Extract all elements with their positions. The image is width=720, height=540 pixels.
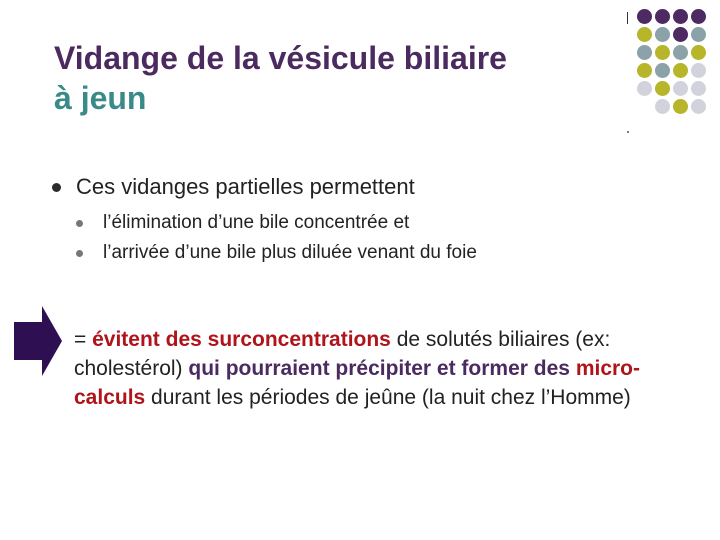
grid-dot	[637, 27, 652, 42]
bullet-item	[52, 172, 692, 202]
sub-bullet-text: l’élimination d’une bile concentrée et	[103, 212, 410, 233]
grid-dot	[655, 45, 670, 60]
grid-dot	[655, 9, 670, 24]
bullet-list	[52, 172, 692, 268]
arrow-right-icon	[14, 306, 62, 376]
grid-dot	[691, 81, 706, 96]
grid-dot	[637, 81, 652, 96]
grid-dot	[673, 45, 688, 60]
conclusion-part-6: durant les périodes de jeûne (la nuit chez l’Homme)	[145, 386, 631, 409]
grid-dot	[691, 27, 706, 42]
small-dot-mark	[627, 131, 629, 133]
bullet-text: Ces vidanges partielles permettent	[76, 174, 415, 199]
sub-bullet-item	[76, 208, 692, 238]
grid-dot	[637, 45, 652, 60]
grid-dot	[673, 99, 688, 114]
conclusion-emphasis-2: qui pourraient précipiter et former des	[188, 357, 576, 380]
grid-dot	[691, 99, 706, 114]
bullet-dot-icon	[52, 183, 61, 192]
sub-bullet-dot-icon	[76, 220, 83, 227]
grid-dot	[655, 27, 670, 42]
sub-bullet-item	[76, 238, 692, 268]
title-line-1: Vidange de la vésicule biliaire	[54, 40, 507, 76]
grid-dot	[673, 27, 688, 42]
title-line-2: à jeun	[54, 80, 147, 116]
grid-dot	[691, 9, 706, 24]
sub-bullet-text: l’arrivée d’une bile plus diluée venant du foie	[103, 242, 477, 263]
grid-dot	[673, 63, 688, 78]
grid-dot	[691, 63, 706, 78]
grid-dot	[691, 45, 706, 60]
grid-dot	[655, 81, 670, 96]
sub-bullet-list	[76, 208, 692, 268]
top-tick-mark	[627, 12, 628, 24]
slide-title	[54, 38, 614, 118]
decorative-dot-grid	[637, 9, 717, 119]
grid-dot	[637, 9, 652, 24]
grid-dot	[673, 81, 688, 96]
conclusion-part-1: =	[74, 328, 93, 351]
conclusion-text	[74, 325, 694, 412]
grid-dot	[673, 9, 688, 24]
conclusion-part-3: de solutés biliaires (ex: cholestérol)	[74, 328, 611, 380]
conclusion-emphasis-1: évitent des surconcentrations	[92, 328, 391, 351]
arrow-shape	[14, 306, 62, 376]
sub-bullet-dot-icon	[76, 250, 83, 257]
grid-dot	[655, 99, 670, 114]
grid-dot	[637, 63, 652, 78]
conclusion-emphasis-3: micro-calculs	[74, 357, 640, 409]
grid-dot	[655, 63, 670, 78]
